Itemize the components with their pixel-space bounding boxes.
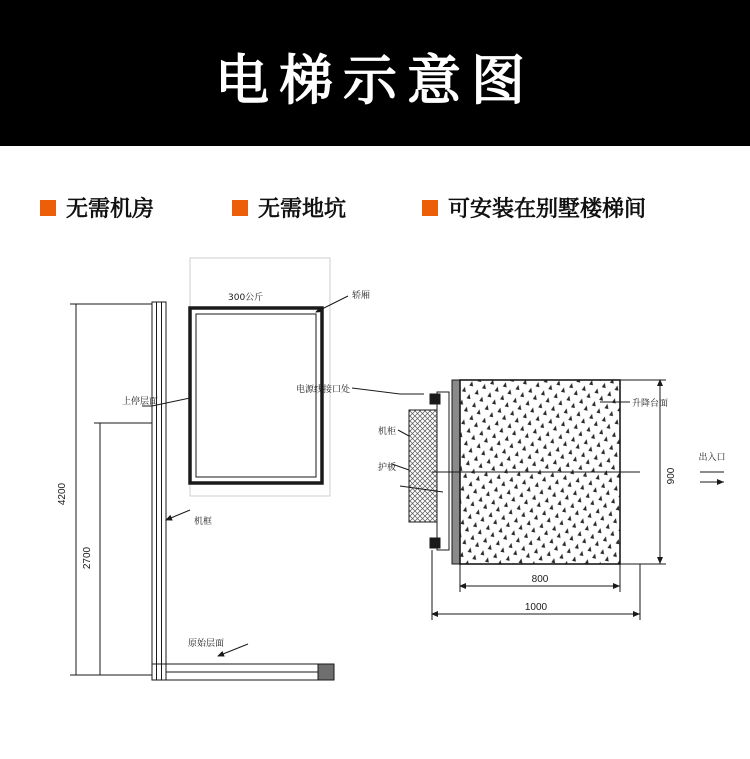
label-ground-floor: 原始层面 bbox=[188, 639, 225, 649]
label-capacity: 300公斤 bbox=[228, 293, 264, 303]
label-platform-surface: 升降台面 bbox=[632, 399, 669, 409]
technical-drawing bbox=[0, 246, 750, 759]
diagram-svg bbox=[0, 246, 750, 759]
label-guard-plate: 护板 bbox=[377, 463, 396, 473]
label-upper-floor: 上停层面 bbox=[122, 397, 159, 407]
label-entrance: 出入口 bbox=[698, 453, 726, 463]
orange-square-icon bbox=[40, 200, 56, 216]
label-cabin: 轿厢 bbox=[352, 291, 371, 301]
dimension-1000: 1000 bbox=[524, 602, 548, 613]
dimension-4200: 4200 bbox=[57, 482, 68, 506]
feature-item bbox=[232, 192, 346, 223]
label-machine-cabinet: 机柜 bbox=[377, 427, 396, 437]
feature-item bbox=[422, 192, 646, 223]
feature-label: 无需地坑 bbox=[258, 197, 347, 222]
orange-square-icon bbox=[232, 200, 248, 216]
dimension-2700: 2700 bbox=[82, 546, 93, 570]
label-frame: 机框 bbox=[194, 517, 213, 527]
feature-label: 可安装在别墅楼梯间 bbox=[448, 197, 647, 222]
page-title: 电梯示意图 bbox=[215, 49, 535, 112]
label-power-socket: 电源线接口处 bbox=[295, 385, 350, 395]
dimension-900: 900 bbox=[666, 467, 677, 485]
feature-label: 无需机房 bbox=[66, 197, 155, 222]
dimension-800: 800 bbox=[531, 574, 549, 585]
feature-item bbox=[40, 192, 154, 223]
orange-square-icon bbox=[422, 200, 438, 216]
feature-list bbox=[0, 146, 750, 256]
header-banner bbox=[0, 0, 750, 146]
